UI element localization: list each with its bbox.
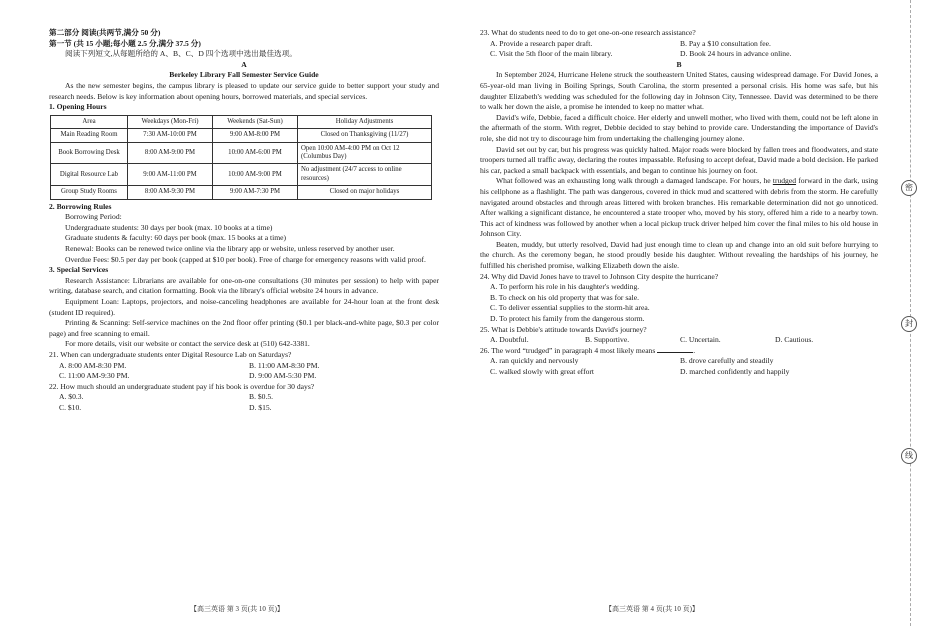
option[interactable]: C. $10. <box>59 402 82 412</box>
seal-mark: 封 <box>901 316 917 332</box>
option[interactable]: C. Visit the 5th floor of the main library. <box>490 49 613 59</box>
option[interactable]: B. Pay a $10 consultation fee. <box>680 38 771 48</box>
binding-line <box>910 0 912 626</box>
heading-special-services: 3. Special Services <box>49 265 109 275</box>
paragraph-4-rest: forward in the dark, using his cellphone as a flashlight. The path was dangerous, covered in thick mud and scattered with debris from the storm. He carefully navigated around obstacles and through areas littered with broken branches. His remarkable determination did not go unnoticed. After walking a significant distance, he encountered a state trooper who, moved by his story, offered him a ride to a nearby town. This act of kindness was followed by another when a local pickup truck driver helped him cover the final miles to his old house in Johnson City. <box>480 176 878 239</box>
option[interactable]: C. 11:00 AM-9:30 PM. <box>59 371 130 381</box>
seal-mark: 线 <box>901 448 917 464</box>
page-footer-right: 【高三英语 第 4 页(共 10 页)】 <box>605 605 699 613</box>
option[interactable]: C. Uncertain. <box>680 335 721 345</box>
question-25-options <box>480 335 878 346</box>
option[interactable]: A. Doubtful. <box>490 335 529 345</box>
table-header-cell: Holiday Adjustments <box>298 115 432 128</box>
passage-b-paragraph-1: In September 2024, Hurricane Helene struck the southeastern United States, causing widespread damage. For David Jones, a 65-year-old man living in Boiling Springs, South Carolina, the storm presented a personal crisis. His home was safe, but his daughter Elizabeth's wedding was scheduled for the following day in Johnson City, Tennessee. David was determined to be there to walk her down the aisle, a promise he intended to keep no matter what. <box>480 70 878 112</box>
table-row <box>51 142 432 164</box>
heading-opening-hours: 1. Opening Hours <box>49 102 107 112</box>
question-22: 22. How much should an undergraduate student pay if his book is overdue for 30 days? <box>49 381 315 391</box>
grad-rule: Graduate students & faculty: 60 days per book (max. 15 books at a time) <box>65 233 287 243</box>
option[interactable]: D. To protect his family from the dangerous storm. <box>490 314 645 324</box>
option[interactable]: A. Provide a research paper draft. <box>490 38 593 48</box>
option[interactable]: A. 8:00 AM-8:30 PM. <box>59 360 127 370</box>
option[interactable]: B. Supportive. <box>585 335 630 345</box>
question-25: 25. What is Debbie's attitude towards David's journey? <box>480 324 647 334</box>
answer-blank[interactable] <box>657 352 693 353</box>
question-24-options <box>480 282 878 324</box>
table-cell: 8:00 AM-9:00 PM <box>128 142 213 164</box>
question-23-options <box>480 39 878 60</box>
option[interactable]: D. 9:00 AM-5:30 PM. <box>249 371 317 381</box>
passage-b-label: B <box>676 59 682 69</box>
option[interactable]: B. $0.5. <box>249 392 274 402</box>
table-header-cell: Weekends (Sat-Sun) <box>213 115 298 128</box>
option[interactable]: D. marched confidently and happily <box>680 367 790 376</box>
passage-b-paragraph-2: David's wife, Debbie, faced a difficult choice. Her elderly and unwell mother, who lived with them, could not be left alone in the aftermath of the storm. With regret, Debbie decided to stay behind to provide care. Understanding the importance of David's role, she did not try to discourage him from undertaking the challenging journey alone. <box>480 112 878 143</box>
passage-a-label: A <box>241 59 247 69</box>
passage-b-paragraph-3: David set out by car, but his progress was quickly halted. Major roads were blocked by fallen trees and floodwaters, and state troopers turned all traffic away, declaring the routes impassable. Refusing to accept defeat, David made a bold decision. He parked his car, packed a small backpack with essentials, and began to continue his journey on foot. <box>480 144 878 175</box>
question-21: 21. When can undergraduate students enter Digital Resource Lab on Saturdays? <box>49 349 292 359</box>
part-title: 第二部分 阅读(共两节,满分 50 分) <box>49 28 161 37</box>
right-column <box>480 28 878 378</box>
printing-scanning: Printing & Scanning: Self-service machines on the 2nd floor offer printing ($0.1 per black-and-white page, $0.3 per color page) and free scanning to email. <box>49 318 439 338</box>
passage-b-paragraph-5: Beaten, muddy, but utterly resolved, David had just enough time to clean up and change into an old suit before hurrying to the church. As the ceremony began, he stood proudly beside his daughter. Without revealing the hardships of his journey, he fulfilled his cherished promise, walking Elizabeth down the aisle. <box>480 239 878 271</box>
table-row <box>51 186 432 199</box>
opening-hours-table <box>50 115 432 200</box>
option[interactable]: D. $15. <box>249 402 272 412</box>
option[interactable]: B. drove carefully and steadily <box>680 356 774 366</box>
table-cell: 9:00 AM-11:00 PM <box>128 164 213 186</box>
passage-a-title: Berkeley Library Fall Semester Service Guide <box>169 70 319 80</box>
contact-info: For more details, visit our website or contact the service desk at (510) 642-3381. <box>65 339 310 349</box>
table-cell: Group Study Rooms <box>51 186 128 199</box>
question-26-options <box>480 356 878 377</box>
table-cell: No adjustment (24/7 access to online resources) <box>298 164 432 186</box>
intro-paragraph: As the new semester begins, the campus library is pleased to update our service guide to better support your study and research needs. Below is key information about opening hours, borrowed materials, and special services. <box>49 80 439 101</box>
seal-mark: 密 <box>901 180 917 196</box>
section-title: 第一节 (共 15 小题;每小题 2.5 分,满分 37.5 分) <box>49 38 201 48</box>
table-cell: 9:00 AM-7:30 PM <box>213 186 298 199</box>
table-cell: 9:00 AM-8:00 PM <box>213 129 298 142</box>
borrowing-period: Borrowing Period: <box>65 212 122 222</box>
instruction: 阅读下列短文,从每题所给的 A、B、C、D 四个选项中选出最佳选项。 <box>65 49 297 59</box>
research-assistance: Research Assistance: Librarians are available for one-on-one consultations (30 minutes per session) to help with paper writing, database search, and citation formatting. Book via the library's official website 24 hours in advance. <box>49 275 439 296</box>
question-21-options <box>49 361 439 382</box>
undergrad-rule: Undergraduate students: 30 days per book (max. 10 books at a time) <box>65 222 273 232</box>
option[interactable]: C. walked slowly with great effort <box>490 367 595 376</box>
question-24: 24. Why did David Jones have to travel to Johnson City despite the hurricane? <box>480 271 719 281</box>
question-23: 23. What do students need to do to get one-on-one research assistance? <box>480 28 696 37</box>
question-26: 26. The word “trudged” in paragraph 4 most likely means . <box>480 345 696 355</box>
table-cell: 8:00 AM-9:30 PM <box>128 186 213 199</box>
table-header-cell: Weekdays (Mon-Fri) <box>128 115 213 128</box>
table-cell: Open 10:00 AM-4:00 PM on Oct 12 (Columbus Day) <box>298 142 432 164</box>
table-row <box>51 164 432 186</box>
left-column <box>49 28 439 413</box>
option[interactable]: C. To deliver essential supplies to the storm-hit area. <box>490 303 650 313</box>
overdue-rule: Overdue Fees: $0.5 per day per book (capped at $10 per book). Free of charge for emergency reasons with valid proof. <box>65 254 426 264</box>
option[interactable]: B. 11:00 AM-8:30 PM. <box>249 360 320 370</box>
option[interactable]: D. Cautious. <box>775 335 814 345</box>
equipment-loan: Equipment Loan: Laptops, projectors, and noise-canceling headphones are available for 24-hour loan at the front desk (student ID required). <box>49 296 439 317</box>
table-row <box>51 129 432 142</box>
question-26-text: 26. The word “trudged” in paragraph 4 most likely means <box>480 345 656 355</box>
table-cell: Main Reading Room <box>51 129 128 142</box>
heading-borrowing-rules: 2. Borrowing Rules <box>49 201 112 211</box>
question-22-options <box>49 392 439 413</box>
renewal-rule: Renewal: Books can be renewed twice online via the library app or website, unless reserved by another user. <box>65 243 395 253</box>
table-cell: Closed on major holidays <box>298 186 432 199</box>
option[interactable]: B. To check on his old property that was for sale. <box>490 292 640 302</box>
table-cell: Closed on Thanksgiving (11/27) <box>298 129 432 142</box>
table-header-row <box>51 115 432 128</box>
table-cell: 10:00 AM-9:00 PM <box>213 164 298 186</box>
option[interactable]: A. ran quickly and nervously <box>490 356 579 366</box>
table-cell: 7:30 AM-10:00 PM <box>128 129 213 142</box>
table-cell: Digital Resource Lab <box>51 164 128 186</box>
option[interactable]: A. To perform his role in his daughter's wedding. <box>490 282 640 292</box>
paragraph-4-start: What followed was an exhausting long walk through a damaged landscape. For hours, he <box>496 176 771 186</box>
option[interactable]: D. Book 24 hours in advance online. <box>680 49 792 59</box>
table-header-cell: Area <box>51 115 128 128</box>
option[interactable]: A. $0.3. <box>59 392 84 402</box>
table-cell: 10:00 AM-6:00 PM <box>213 142 298 164</box>
page-footer-left: 【高三英语 第 3 页(共 10 页)】 <box>190 605 284 613</box>
underlined-word: trudged <box>772 176 797 186</box>
passage-b-paragraph-4 <box>480 176 878 240</box>
table-cell: Book Borrowing Desk <box>51 142 128 164</box>
